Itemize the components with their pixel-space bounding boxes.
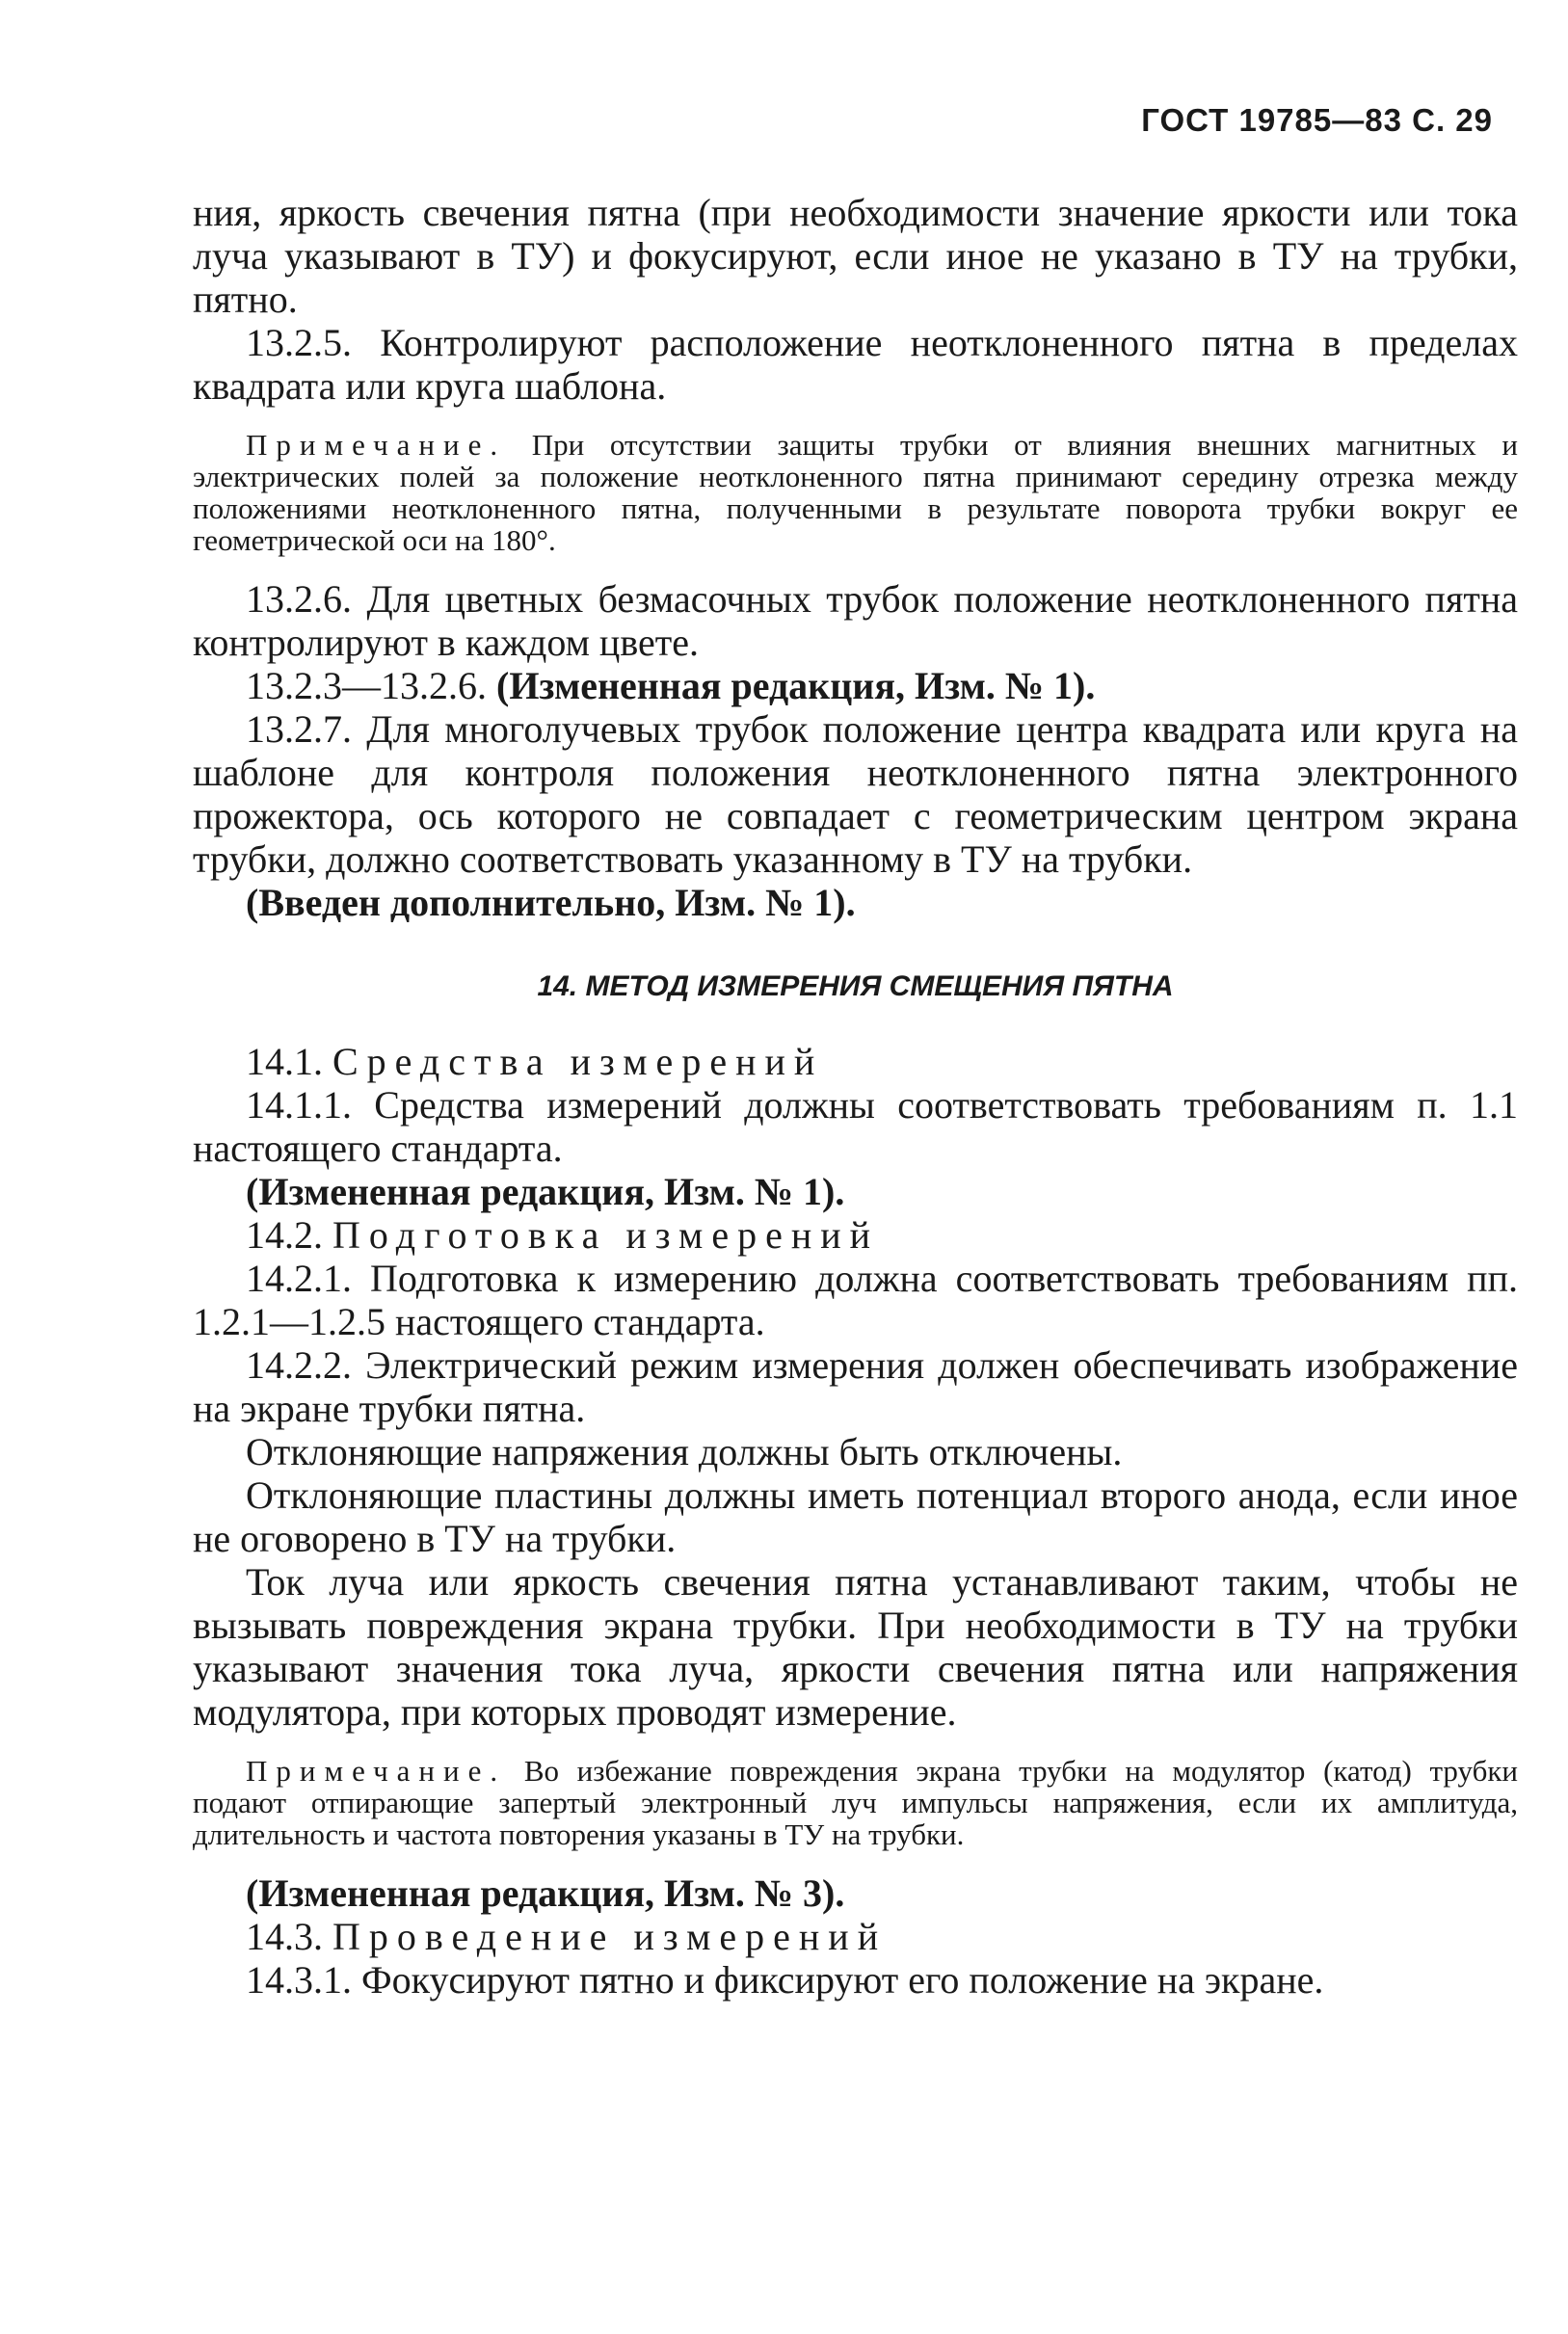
note-2-text: Во избежание повреждения экрана трубки на модулятор (катод) трубки подают отпирающие запертый электронный луч импульсы напряжения, если их амплитуда, длительность и частота повторения указаны в ТУ на трубки. — [193, 1754, 1518, 1851]
paragraph-deflection-plates: Отклоняющие пластины должны иметь потенциал второго анода, если иное не оговорено в ТУ на трубки. — [193, 1473, 1518, 1560]
subsection-14-1-title: Средства измерений — [332, 1040, 824, 1083]
note-1-label: Примечание. — [246, 428, 507, 462]
paragraph-continuation: ния, яркость свечения пятна (при необходимости значение яркости или тока луча указывают в ТУ) и фокусируют, если иное не указано в ТУ на трубки, пятно. — [193, 191, 1518, 321]
subsection-14-3 — [193, 1915, 1518, 1958]
note-1 — [193, 429, 1518, 556]
amendment-14-2: (Измененная редакция, Изм. № 3). — [246, 1871, 845, 1915]
page-body — [193, 191, 1518, 2002]
subsection-14-2 — [193, 1213, 1518, 1257]
clause-14-2-2: 14.2.2. Электрический режим измерения должен обеспечивать изображение на экране трубки пятна. — [193, 1343, 1518, 1430]
clause-14-3-1: 14.3.1. Фокусируют пятно и фиксируют его положение на экране. — [246, 1958, 1324, 2002]
subsection-14-3-title: Проведение измерений — [332, 1915, 888, 1958]
subsection-14-1-number: 14.1. — [246, 1040, 323, 1083]
amendment-added: (Введен дополнительно, Изм. № 1). — [246, 881, 856, 924]
paragraph-deflection-voltages: Отклоняющие напряжения должны быть отключены. — [246, 1430, 1123, 1473]
running-head: ГОСТ 19785—83 С. 29 — [1141, 102, 1493, 138]
section-14-heading: 14. МЕТОД ИЗМЕРЕНИЯ СМЕЩЕНИЯ ПЯТНА — [537, 970, 1174, 1002]
note-1-text: При отсутствии защиты трубки от влияния внешних магнитных и электрических полей за положение неотклоненного пятна принимают середину отрезка между положениями неотклоненного пятна, полученными в результате поворота трубки вокруг ее геометрической оси на 180°. — [193, 428, 1519, 557]
amendment-text: (Измененная редакция, Изм. № 1). — [496, 664, 1096, 707]
note-2 — [193, 1755, 1518, 1850]
amendment-14-1-1: (Измененная редакция, Изм. № 1). — [246, 1170, 845, 1213]
clause-14-2-1: 14.2.1. Подготовка к измерению должна соответствовать требованиям пп. 1.2.1—1.2.5 настоящего стандарта. — [193, 1257, 1518, 1343]
subsection-14-2-title: Подготовка измерений — [332, 1213, 880, 1257]
clause-14-1-1: 14.1.1. Средства измерений должны соответствовать требованиям п. 1.1 настоящего стандарта. — [193, 1083, 1518, 1170]
amendment-13-2-3-13-2-6 — [193, 664, 1518, 707]
subsection-14-2-number: 14.2. — [246, 1213, 323, 1257]
subsection-14-1 — [193, 1040, 1518, 1083]
clause-13-2-6: 13.2.6. Для цветных безмасочных трубок положение неотклоненного пятна контролируют в каждом цвете. — [193, 577, 1518, 664]
clause-13-2-5: 13.2.5. Контролируют расположение неотклоненного пятна в пределах квадрата или круга шаблона. — [193, 321, 1518, 408]
subsection-14-3-number: 14.3. — [246, 1915, 323, 1958]
clause-13-2-7: 13.2.7. Для многолучевых трубок положение центра квадрата или круга на шаблоне для контроля положения неотклоненного пятна электронного прожектора, ось которого не совпадает с геометрическим центром экрана трубки, должно соответствовать указанному в ТУ на трубки. — [193, 707, 1518, 881]
paragraph-beam-current: Ток луча или яркость свечения пятна устанавливают таким, чтобы не вызывать повреждения экрана трубки. При необходимости в ТУ на трубки указывают значения тока луча, яркости свечения пятна или напряжения модулятора, при которых проводят измерение. — [193, 1560, 1518, 1734]
note-2-label: Примечание. — [246, 1754, 507, 1788]
amendment-range: 13.2.3—13.2.6. — [246, 664, 487, 707]
